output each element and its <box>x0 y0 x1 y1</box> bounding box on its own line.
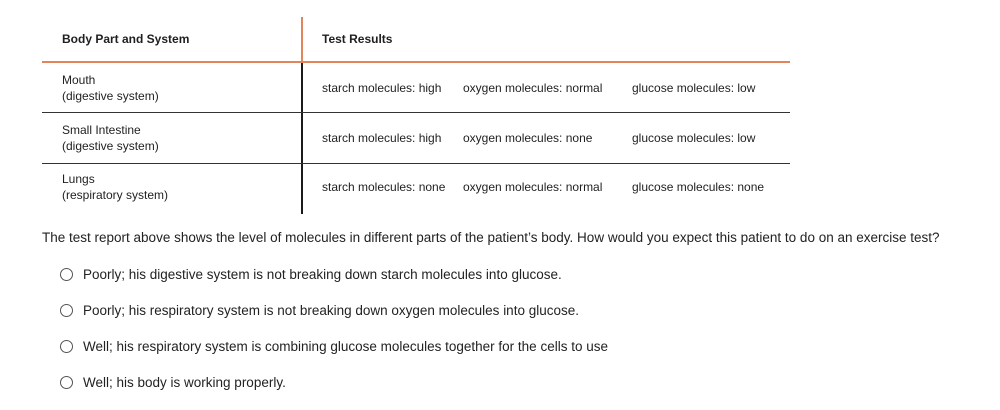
result-cell: starch molecules: high <box>322 81 442 95</box>
table-row-small-intestine-part <box>62 122 159 154</box>
row-divider <box>42 163 790 164</box>
body-system-name: (digestive system) <box>62 89 159 103</box>
radio-button[interactable] <box>60 376 73 389</box>
body-part-name: Lungs <box>62 172 95 186</box>
answer-option-2[interactable] <box>60 301 579 319</box>
body-part-name: Small Intestine <box>62 123 141 137</box>
answer-option-label: Well; his respiratory system is combining glucose molecules together for the cells to use <box>83 338 608 354</box>
body-part-name: Mouth <box>62 73 96 87</box>
question-text: The test report above shows the level of molecules in different parts of the patient’s body. How would you expect this patient to do on an exercise test? <box>42 230 940 245</box>
answer-option-label: Poorly; his respiratory system is not breaking down oxygen molecules into glucose. <box>83 302 579 318</box>
radio-button[interactable] <box>60 304 73 317</box>
result-cell: glucose molecules: low <box>632 81 756 95</box>
answer-option-4[interactable] <box>60 373 286 391</box>
result-cell: glucose molecules: none <box>632 180 765 194</box>
table-row-mouth-part <box>62 72 159 104</box>
answer-option-label: Poorly; his digestive system is not breaking down starch molecules into glucose. <box>83 266 562 282</box>
result-cell: starch molecules: high <box>322 131 442 145</box>
radio-button[interactable] <box>60 340 73 353</box>
answer-option-1[interactable] <box>60 265 562 283</box>
header-body-part: Body Part and System <box>62 32 190 46</box>
radio-button[interactable] <box>60 268 73 281</box>
table-row-lungs-part <box>62 171 168 203</box>
result-cell: oxygen molecules: normal <box>463 81 603 95</box>
answer-option-3[interactable] <box>60 337 608 355</box>
test-results-table <box>42 17 790 214</box>
result-cell: oxygen molecules: none <box>463 131 593 145</box>
result-cell: glucose molecules: low <box>632 131 756 145</box>
header-column-divider <box>301 17 303 62</box>
header-test-results: Test Results <box>322 32 393 46</box>
row-divider <box>42 112 790 113</box>
result-cell: starch molecules: none <box>322 180 446 194</box>
body-system-name: (respiratory system) <box>62 188 169 202</box>
header-rule <box>42 61 790 63</box>
result-cell: oxygen molecules: normal <box>463 180 603 194</box>
answer-option-label: Well; his body is working properly. <box>83 374 286 390</box>
body-system-name: (digestive system) <box>62 139 159 153</box>
